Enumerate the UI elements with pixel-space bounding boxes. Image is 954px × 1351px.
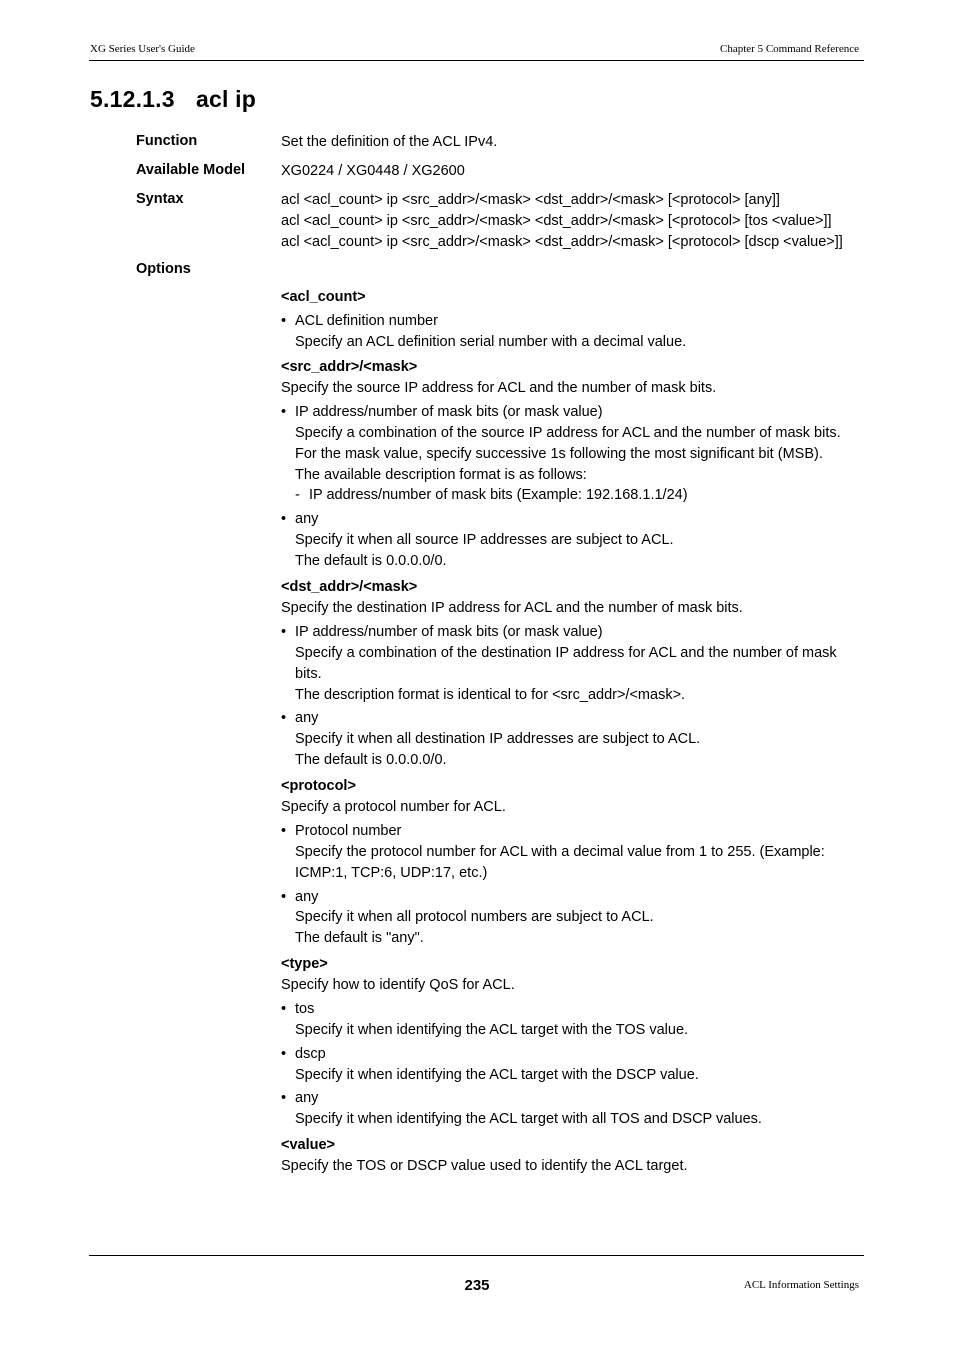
running-footer-right: ACL Information Settings <box>743 1279 859 1291</box>
syntax-line: acl <acl_count> ip <src_addr>/<mask> <dst_addr>/<mask> [<protocol> [tos <value>]] <box>281 212 832 229</box>
bullet-title: any <box>295 710 319 727</box>
bullet-text: The description format is identical to for <src_addr>/<mask>. <box>295 686 686 703</box>
running-header-right: Chapter 5 Command Reference <box>720 43 859 55</box>
bullet-text: Specify an ACL definition serial number with a decimal value. <box>295 333 687 350</box>
syntax-label: Syntax <box>136 191 184 207</box>
bullet-icon: • <box>281 312 287 329</box>
option-heading: <type> <box>281 956 328 972</box>
footer-rule <box>89 1255 864 1256</box>
list-item <box>281 402 861 507</box>
section-heading <box>90 86 256 113</box>
running-header-left: XG Series User's Guide <box>90 43 195 55</box>
bullet-title: tos <box>295 1000 315 1017</box>
bullet-text: The default is 0.0.0.0/0. <box>295 752 447 769</box>
option-value <box>281 1135 861 1177</box>
bullet-text: Specify it when identifying the ACL target with the TOS value. <box>295 1021 689 1038</box>
bullet-title: ACL definition number <box>295 312 438 329</box>
list-item <box>281 821 861 884</box>
bullet-title: any <box>295 1090 319 1107</box>
function-label: Function <box>136 133 198 149</box>
option-protocol <box>281 776 861 949</box>
list-item <box>281 622 861 706</box>
bullet-icon: • <box>281 710 287 727</box>
option-description: Specify a protocol number for ACL. <box>281 798 506 815</box>
options-label: Options <box>136 261 191 277</box>
syntax-block <box>281 190 861 253</box>
option-description: Specify the source IP address for ACL and the number of mask bits. <box>281 379 717 396</box>
bullet-title: IP address/number of mask bits (or mask value) <box>295 403 603 420</box>
option-description: Specify the destination IP address for ACL and the number of mask bits. <box>281 599 743 616</box>
list-item <box>281 887 861 950</box>
option-heading: <value> <box>281 1137 336 1153</box>
list-item <box>281 1044 861 1086</box>
section-title: acl ip <box>196 86 257 112</box>
option-heading: <dst_addr>/<mask> <box>281 579 418 595</box>
option-heading: <acl_count> <box>281 289 366 305</box>
bullet-icon: • <box>281 822 287 839</box>
option-heading: <protocol> <box>281 778 356 794</box>
dash-marker: - <box>295 487 300 504</box>
bullet-text: Specify it when all protocol numbers are subject to ACL. <box>295 909 654 926</box>
dash-item <box>295 485 861 506</box>
bullet-title: Protocol number <box>295 822 402 839</box>
syntax-line: acl <acl_count> ip <src_addr>/<mask> <dst_addr>/<mask> [<protocol> [any]] <box>281 192 780 208</box>
bullet-text: The default is 0.0.0.0/0. <box>295 553 447 570</box>
bullet-icon: • <box>281 888 287 905</box>
function-text: Set the definition of the ACL IPv4. <box>281 134 498 150</box>
option-description: Specify how to identify QoS for ACL. <box>281 976 515 993</box>
option-acl-count <box>281 287 861 353</box>
bullet-title: dscp <box>295 1045 326 1062</box>
bullet-text: Specify it when all source IP addresses are subject to ACL. <box>295 532 674 549</box>
bullet-text: The available description format is as follows: <box>295 466 587 483</box>
bullet-text: For the mask value, specify successive 1s following the most significant bit (MSB). <box>295 445 823 462</box>
option-heading: <src_addr>/<mask> <box>281 359 418 375</box>
dash-text: IP address/number of mask bits (Example: 192.168.1.1/24) <box>309 487 688 504</box>
bullet-text: Specify it when all destination IP addresses are subject to ACL. <box>295 731 701 748</box>
section-number: 5.12.1.3 <box>90 86 175 112</box>
syntax-line: acl <acl_count> ip <src_addr>/<mask> <dst_addr>/<mask> [<protocol> [dscp <value>]] <box>281 233 843 250</box>
list-item <box>281 311 861 353</box>
bullet-text: Specify the protocol number for ACL with a decimal value from 1 to 255. (Example: ICMP:1, TCP:6, UDP:17, etc.) <box>295 843 825 881</box>
bullet-text: Specify it when identifying the ACL target with the DSCP value. <box>295 1066 699 1083</box>
bullet-icon: • <box>281 511 287 528</box>
model-label: Available Model <box>136 162 246 178</box>
bullet-icon: • <box>281 1000 287 1017</box>
list-item <box>281 999 861 1041</box>
bullet-icon: • <box>281 1045 287 1062</box>
model-text: XG0224 / XG0448 / XG2600 <box>281 163 465 179</box>
page-number: 235 <box>464 1277 490 1294</box>
list-item <box>281 509 861 572</box>
list-item <box>281 1088 861 1130</box>
bullet-icon: • <box>281 403 287 420</box>
header-rule <box>89 60 864 61</box>
option-dst-addr <box>281 577 861 771</box>
bullet-text: Specify a combination of the destination IP address for ACL and the number of mask bits. <box>295 644 837 682</box>
option-description: Specify the TOS or DSCP value used to identify the ACL target. <box>281 1157 688 1174</box>
bullet-text: Specify it when identifying the ACL target with all TOS and DSCP values. <box>295 1111 762 1128</box>
bullet-title: IP address/number of mask bits (or mask value) <box>295 623 603 640</box>
list-item <box>281 708 861 771</box>
option-src-addr <box>281 357 861 572</box>
bullet-title: any <box>295 888 319 905</box>
option-type <box>281 954 861 1130</box>
bullet-icon: • <box>281 623 287 640</box>
bullet-text: The default is "any". <box>295 930 424 947</box>
bullet-icon: • <box>281 1090 287 1107</box>
bullet-text: Specify a combination of the source IP address for ACL and the number of mask bits. <box>295 424 841 441</box>
bullet-title: any <box>295 511 319 528</box>
